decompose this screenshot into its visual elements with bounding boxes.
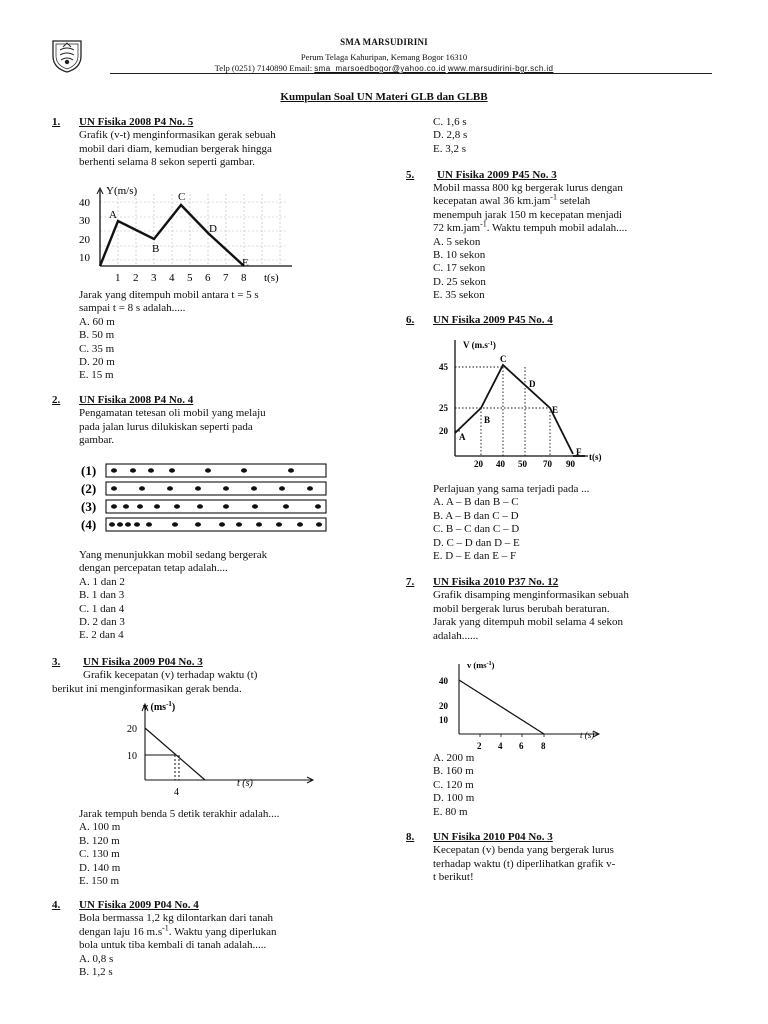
letterhead xyxy=(0,0,768,76)
x-axis-label: t (s) xyxy=(580,730,595,740)
question-text: Kecepatan (v) benda yang bergerak lurus xyxy=(433,844,614,857)
question-title: UN Fisika 2009 P04 No. 4 xyxy=(79,899,199,911)
question-text: berikut ini menginformasikan gerak benda. xyxy=(52,683,242,695)
point-label: F xyxy=(576,447,582,457)
answer-option-e[interactable]: E. 150 m xyxy=(79,875,120,888)
question-text: terhadap waktu (t) diperlihatkan grafik v- xyxy=(433,857,616,870)
answer-option-d[interactable]: D. 2 dan 3 xyxy=(79,616,125,629)
question-5 xyxy=(406,169,706,304)
x-axis-label: t (s) xyxy=(237,778,253,789)
vt-graph-6 xyxy=(433,336,623,470)
question-text: Pengamatan tetesan oli mobil yang melaju xyxy=(79,407,266,420)
question-number: 6. xyxy=(406,314,415,326)
question-text: Grafik (v-t) menginformasikan gerak sebuah xyxy=(79,129,276,142)
question-7 xyxy=(406,576,706,826)
question-title: UN Fisika 2009 P45 No. 4 xyxy=(433,314,553,326)
point-label: D xyxy=(209,223,217,235)
question-text: 72 km.jam$^{-1}$. Waktu tempuh mobil adalah.... xyxy=(433,219,628,235)
answer-option-a[interactable]: A. 5 sekon xyxy=(433,235,481,248)
answer-option-c[interactable]: C. 130 m xyxy=(79,848,120,861)
answer-option-c[interactable]: C. 17 sekon xyxy=(433,262,486,275)
answer-option-c[interactable]: C. 1 dan 4 xyxy=(79,602,125,615)
x-tick: 40 xyxy=(496,459,505,469)
x-tick: 7 xyxy=(223,272,229,284)
answer-option-b[interactable]: B. 120 m xyxy=(79,834,120,847)
question-text: berhenti selama 8 sekon seperti gambar. xyxy=(79,156,255,169)
question-text: Perlajuan yang sama terjadi pada ... xyxy=(433,483,590,495)
x-tick: 5 xyxy=(187,272,193,284)
school-address: Perum Telaga Kahuripan, Kemang Bogor 16310 xyxy=(300,52,468,62)
question-title: UN Fisika 2009 P04 No. 3 xyxy=(83,656,203,668)
x-tick: 6 xyxy=(519,741,524,751)
x-axis-label: t(s) xyxy=(264,272,279,284)
x-tick: 8 xyxy=(541,741,546,751)
question-number: 7. xyxy=(406,576,415,588)
answer-option-d[interactable]: D. 25 sekon xyxy=(433,275,486,288)
question-number: 1. xyxy=(52,116,61,128)
y-tick: 10 xyxy=(439,715,448,725)
question-text: dengan percepatan tetap adalah.... xyxy=(79,562,228,575)
point-label: B xyxy=(152,243,160,255)
y-axis-label: v $(ms^{-1})$ xyxy=(467,660,495,670)
y-tick: 40 xyxy=(79,197,90,209)
point-label: A xyxy=(459,432,466,442)
y-axis-label: V $(m.s^{-1})$ xyxy=(463,340,496,350)
answer-option-a[interactable]: A. 200 m xyxy=(433,752,475,764)
x-tick: 2 xyxy=(477,741,482,751)
question-text: Jarak yang ditempuh mobil antara t = 5 s xyxy=(79,289,259,301)
y-tick: 10 xyxy=(79,252,90,264)
tape-label: (2) xyxy=(81,481,97,496)
y-axis-label: v $(ms^{-1})$ xyxy=(143,700,176,713)
question-number: 4. xyxy=(52,899,61,911)
answer-option-b[interactable]: B. 1 dan 3 xyxy=(79,589,125,602)
y-tick: 20 xyxy=(439,426,448,436)
answer-option-e[interactable]: E. 15 m xyxy=(79,369,114,382)
vt-graph-3 xyxy=(117,698,327,802)
x-tick: 8 xyxy=(241,272,247,284)
y-tick: 20 xyxy=(79,234,90,246)
x-tick: 4 xyxy=(174,787,179,798)
x-tick: 2 xyxy=(133,272,139,284)
question-text: gambar. xyxy=(79,434,115,447)
tape-label: (1) xyxy=(81,463,97,478)
x-tick: 4 xyxy=(498,741,503,751)
point-label: E xyxy=(242,257,249,269)
answer-option-c[interactable]: C. B – C dan C – D xyxy=(433,523,520,536)
x-tick: 70 xyxy=(543,459,552,469)
y-tick: 25 xyxy=(439,403,448,413)
answer-option-e[interactable]: E. 2 dan 4 xyxy=(79,629,124,642)
y-tick: 20 xyxy=(439,701,448,711)
question-text: Yang menunjukkan mobil sedang bergerak xyxy=(79,549,268,561)
x-tick: 50 xyxy=(518,459,527,469)
answer-option-b[interactable]: B. 160 m xyxy=(433,765,474,778)
point-label: D xyxy=(529,379,536,389)
answer-option-b[interactable]: B. 50 m xyxy=(79,329,115,342)
x-tick: 4 xyxy=(169,272,175,284)
question-text: mobil bergerak lurus berubah beraturan. xyxy=(433,602,610,615)
y-axis-label: Y(m/s) xyxy=(106,185,138,197)
question-text: pada jalan lurus dilukiskan seperti pada xyxy=(79,420,253,433)
answer-option-a[interactable]: A. 1 dan 2 xyxy=(79,575,125,588)
vt-graph-1 xyxy=(79,184,352,288)
answer-option-b[interactable]: B. 1,2 s xyxy=(79,966,113,979)
answer-option-a[interactable]: A. 0,8 s xyxy=(79,952,114,965)
question-text: t berikut! xyxy=(433,871,474,884)
question-text: Bola bermassa 1,2 kg dilontarkan dari tanah xyxy=(79,912,273,925)
x-tick: 1 xyxy=(115,272,121,284)
x-axis-label: t(s) xyxy=(589,452,602,462)
question-text: dengan laju 16 $m.s^{-1}$. Waktu yang diperlukan xyxy=(79,923,277,938)
question-1 xyxy=(52,116,372,386)
question-2 xyxy=(52,394,372,644)
question-title: UN Fisika 2009 P45 No. 3 xyxy=(437,169,557,181)
question-6 xyxy=(406,314,706,564)
answer-option-d[interactable]: D. 100 m xyxy=(433,792,475,805)
y-tick: 40 xyxy=(439,676,448,686)
question-number: 2. xyxy=(52,394,61,406)
email-link[interactable]: sma_marsoedbogor@yahoo.co.id xyxy=(314,64,446,73)
question-text: sampai t = 8 s adalah..... xyxy=(79,302,186,315)
x-tick: 3 xyxy=(151,272,157,284)
question-number: 8. xyxy=(406,831,415,843)
question-title: UN Fisika 2010 P37 No. 12 xyxy=(433,576,559,588)
answer-option-a[interactable]: A. 100 m xyxy=(79,821,121,834)
answer-option-e[interactable]: E. 80 m xyxy=(433,805,468,818)
tape-label: (4) xyxy=(81,517,97,532)
question-text: adalah...... xyxy=(433,629,479,642)
y-tick: 20 xyxy=(127,724,137,735)
question-4 xyxy=(52,899,372,979)
question-number: 3. xyxy=(52,656,61,668)
x-tick: 6 xyxy=(205,272,211,284)
answer-option-d[interactable]: D. 20 m xyxy=(79,356,115,369)
answer-option-a[interactable]: A. 60 m xyxy=(79,315,115,328)
point-label: C xyxy=(500,354,507,364)
question-3 xyxy=(52,656,372,886)
question-text: Grafik kecepatan (v) terhadap waktu (t) xyxy=(83,669,258,682)
answer-option-a[interactable]: A. A – B dan B – C xyxy=(433,496,519,509)
answer-option-e[interactable]: E. 3,2 s xyxy=(433,142,466,155)
answer-option-e[interactable]: E. D – E dan E – F xyxy=(433,550,517,563)
question-8 xyxy=(406,831,706,891)
y-tick: 10 xyxy=(127,751,137,762)
answer-option-c[interactable]: C. 35 m xyxy=(79,342,115,355)
question-text: Mobil massa 800 kg bergerak lurus dengan xyxy=(433,182,623,194)
point-label: E xyxy=(552,405,559,415)
question-text: bola untuk tiba kembali di tanah adalah..... xyxy=(79,939,267,952)
x-tick: 20 xyxy=(474,459,483,469)
question-text: kecepatan awal 36 km.jam$^{-1}$ setelah xyxy=(433,192,591,208)
y-tick: 45 xyxy=(439,362,448,372)
question-text: mobil dari diam, kemudian bergerak hingga xyxy=(79,142,272,155)
question-4-continued xyxy=(433,116,653,158)
answer-option-c[interactable]: C. 1,6 s xyxy=(433,116,467,128)
question-title: UN Fisika 2008 P4 No. 4 xyxy=(79,394,194,406)
website-link[interactable]: www.marsudirini-bgr.sch.id xyxy=(447,64,554,73)
question-text: menempuh jarak 150 m kecepatan menjadi xyxy=(433,208,623,221)
question-text: Jarak tempuh benda 5 detik terakhir adalah.... xyxy=(79,808,280,820)
vt-graph-7 xyxy=(433,656,633,760)
point-label: B xyxy=(484,415,491,425)
contact-phone: Telp (0251) 7140890 Email: xyxy=(214,63,315,73)
point-label: C xyxy=(178,191,186,203)
answer-option-d[interactable]: D. 2,8 s xyxy=(433,129,468,142)
answer-option-d[interactable]: D. 140 m xyxy=(79,861,121,874)
answer-option-d[interactable]: D. C – D dan D – E xyxy=(433,536,520,549)
school-name: SMA MARSUDIRINI xyxy=(340,37,428,47)
y-tick: 30 xyxy=(79,215,90,227)
question-number: 5. xyxy=(406,169,415,181)
point-label: A xyxy=(109,209,117,221)
question-title: UN Fisika 2010 P04 No. 3 xyxy=(433,831,553,843)
tape-label: (3) xyxy=(81,499,97,514)
question-text: Grafik disamping menginformasikan sebuah xyxy=(433,589,629,602)
question-title: UN Fisika 2008 P4 No. 5 xyxy=(79,116,194,128)
answer-option-c[interactable]: C. 120 m xyxy=(433,778,474,791)
document-title: Kumpulan Soal UN Materi GLB dan GLBB xyxy=(280,91,488,103)
answer-option-b[interactable]: B. A – B dan C – D xyxy=(433,509,519,522)
answer-option-e[interactable]: E. 35 sekon xyxy=(433,289,485,302)
oil-drop-tapes xyxy=(79,462,339,540)
question-text: Jarak yang ditempuh mobil selama 4 sekon xyxy=(433,616,624,629)
x-tick: 90 xyxy=(566,459,575,469)
header-divider xyxy=(110,73,712,74)
answer-option-b[interactable]: B. 10 sekon xyxy=(433,249,486,262)
